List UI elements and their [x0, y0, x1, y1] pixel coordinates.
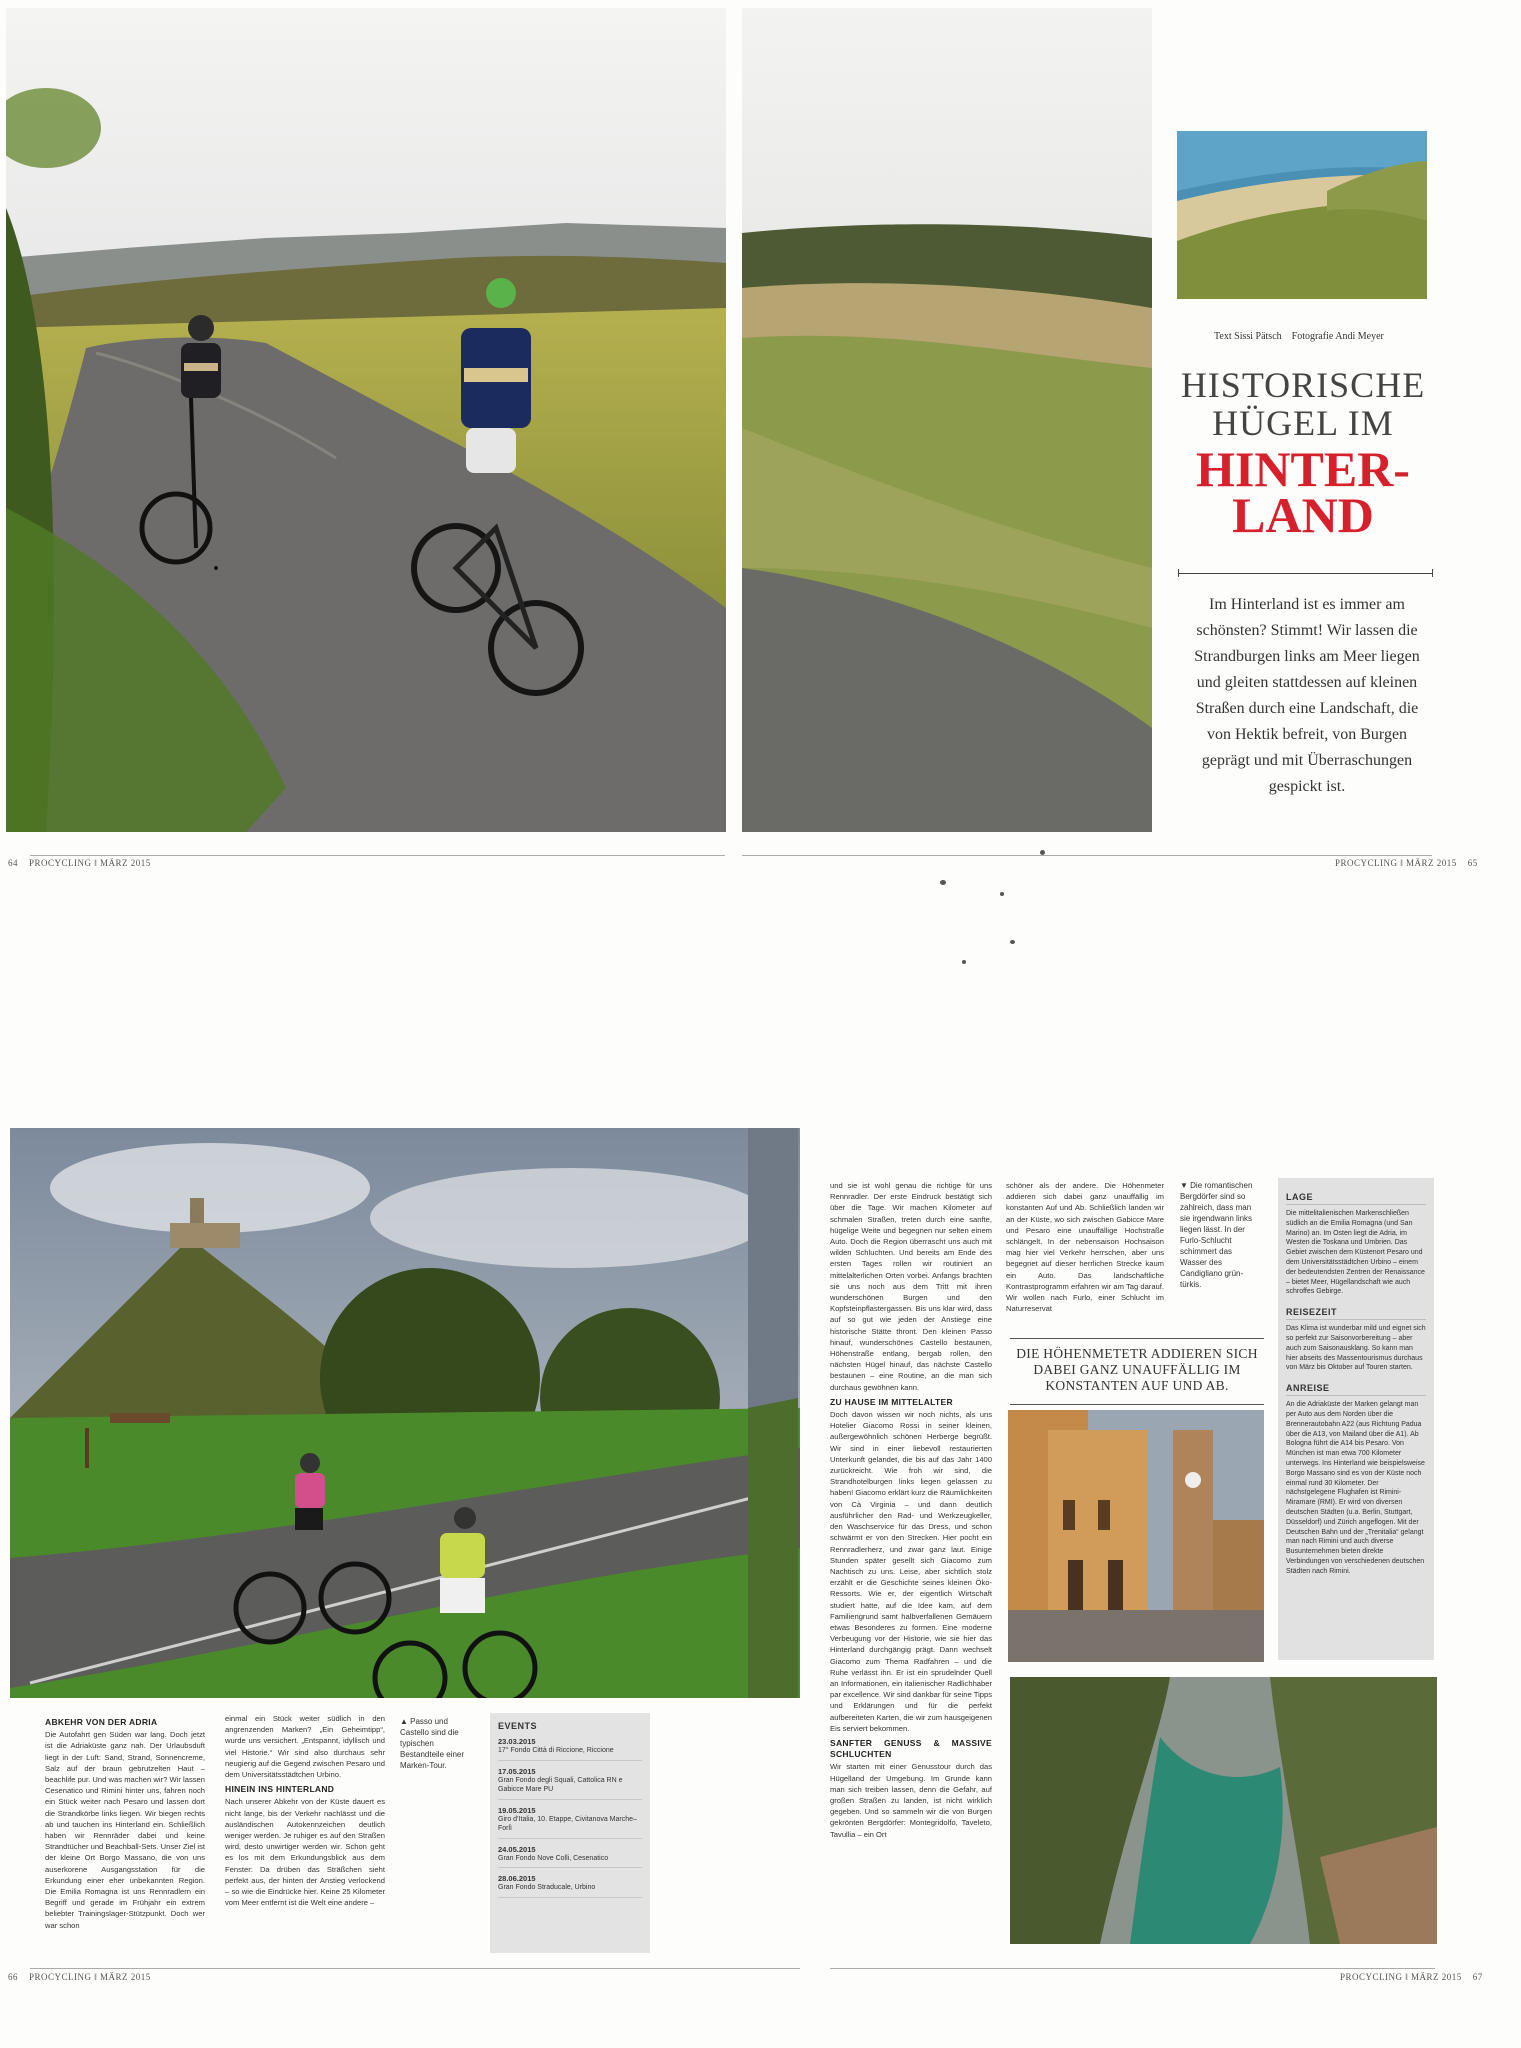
town-tower-photo [1008, 1410, 1264, 1662]
event-date: 24.05.2015 [498, 1844, 536, 1854]
info-head-reisezeit: REISEZEIT [1286, 1307, 1426, 1320]
headline-line-4: LAND [1232, 487, 1374, 543]
folio-page-64 [8, 858, 151, 868]
subhead-genuss: SANFTER GENUSS & MASSIVE SCHLUCHTEN [830, 1737, 992, 1760]
folio-number: 67 [1472, 1972, 1483, 1982]
folio-page-66 [8, 1972, 151, 1982]
info-text-reisezeit: Das Klima ist wunderbar mild und eignet sich so perfekt zur Saisonvorbereitung – aber auch zum Saisonausklang. So kann man hier abseits des Massentourismus durchaus von März bis Oktober auf Touren starten. [1286, 1325, 1426, 1372]
hero-photo-left [6, 8, 726, 832]
folio-text: PROCYCLING ‖ MÄRZ 2015 [1340, 1972, 1462, 1982]
folio-rule-right [742, 855, 1432, 856]
event-desc: Gran Fondo Nove Colli, Cesenatico [498, 1854, 642, 1869]
gorge-photo [1010, 1677, 1437, 1944]
folio-rule-bottom-left [30, 1968, 800, 1969]
intro-divider [1178, 573, 1433, 574]
folio-number: 65 [1467, 858, 1478, 868]
subhead-abkehr: ABKEHR VON DER ADRIA [45, 1717, 158, 1727]
folio-text: PROCYCLING ‖ MÄRZ 2015 [29, 1972, 151, 1982]
info-head-lage: LAGE [1286, 1192, 1426, 1205]
subhead-mittelalter: ZU HAUSE IM MITTELALTER [830, 1396, 953, 1407]
column-3-text-3: Wir starten mit einer Genusstour durch das Hügelland der Umgebung. Im Grunde kann man sich treiben lassen, denn die Gefahr, auf großen Straßen zu landen, ist nicht wirklich gegeben. Und so sammeln wir die von Burgen gekrönten Bergdörfer: Montegridolfo, Taveleto, Tavullia – ein Ort [830, 1762, 992, 1839]
event-date: 28.06.2015 [498, 1874, 536, 1883]
column-1-text: Die Autofahrt gen Süden war lang. Doch jetzt ist die Adriaküste ganz nah. Der Urlaubsduft liegt in der Luft: Sand, Strand, Sonnencreme, Salz auf der braun gebrutzelten Haut – beachlife pur. Und was machen wir? Wir lassen Cesenatico und Rimini hinter uns, fahren noch ein Stück weiter nach Pesaro und lassen dort die Strandkörbe links liegen. Wir biegen rechts ab und tauchen ins Hinterland ein. Schließlich haben wir Rennräder dabei und keine Strandtücher und Beachball-Sets. Unser Ziel ist der kleine Ort Borgo Massano, die von uns auserkorene Ausgangsstation für die Erkundung einer eher unbekannten Region. Die Emilia Romagna ist uns Rennradlern ein Begriff und gerade im Frühjahr ein extrem beliebter Trainingslager-Stützpunkt. Doch wer war schon [45, 1730, 205, 1930]
scan-speck [940, 880, 946, 885]
photo-credit-line [1214, 331, 1384, 342]
info-text-lage: Die mittelitalienischen Markenschließen südlich an die Emilia Romagna (und San Marino) an. Im Osten liegt die Adria, im Westen die Toskana und Umbrien. Das Gebiet zwischen dem Küstenort Pesaro und dem Universitätsstädtchen Urbino – einem der bedeutendsten Zentren der Renaissance – bietet Meer, Hügellandschaft wie auch schroffes Gebirge. [1286, 1210, 1425, 1296]
photo-credit: Fotografie Andi Meyer [1291, 331, 1384, 342]
column-3-text: und sie ist wohl genau die richtige für uns Rennradler. Der erste Eindruck bestätigt sich über die Tage. Wir machen Kilometer auf schmalen Straßen, treten durch eine sanfte, hügelige Weite und begegnen nur selten einem Auto. Doch die Region überrascht uns auch mit wilden Schluchten. Und bereits am Ende des ersten Tages rollen wir routiniert an mittelalterlichen Orten vorbei. Anfangs brachten sie uns noch aus dem Tritt mit ihren wunderschönen Burgen und den Kopfsteinpflastergassen. Bis uns klar wird, dass auf so gut wie jeden der Anstiege eine historische Stätte thront. Den kleinen Passo hinauf, wunderschönes Castello bestaunen, Höhenstraße entlang, bergab rollen, den nächsten Hügel hinauf, das nächste Castello bestaunen – eine Routine, an die man sich durchaus gewöhnen kann. [830, 1181, 992, 1392]
pull-quote-rule-bottom [1010, 1404, 1264, 1405]
intro-divider-tick [1178, 569, 1179, 577]
intro-divider-tick-right [1432, 569, 1433, 577]
folio-rule-bottom-right [830, 1968, 1435, 1969]
intro-paragraph: Im Hinterland ist es immer am schönsten? Stimmt! Wir lassen die Strandburgen links am Meer liegen und gleiten stattdessen auf kleinen Straßen durch eine Landschaft, die von Hektik befreit, von Burgen geprägt und mit Überraschungen gespickt ist. [1194, 596, 1420, 795]
subhead-hinterland: HINEIN INS HINTERLAND [225, 1784, 335, 1795]
column-2-text: einmal ein Stück weiter südlich in den angrenzenden Marken? „Ein Geheimtipp“, wurde uns versichert. „Entspannt, idyllisch und viel Historie.“ Wir sind also durchaus sehr neugierig auf die Gegend zwischen Pesaro und dem Universitätsstädtchen Urbino. [225, 1714, 385, 1780]
folio-page-65 [1335, 858, 1478, 868]
hero-photo-right [742, 8, 1152, 832]
article-column-4 [1006, 1180, 1164, 1325]
article-column-3 [830, 1180, 992, 1950]
info-text-anreise: An die Adriaküste der Marken gelangt man per Auto aus dem Norden über die Brennerautobahn A22 (aus Richtung Padua über die A13, von Mailand über die A1). Ab Bologna führt die A14 bis Pesaro. Von München ist man etwa 700 Kilometer unterwegs. Ins Hinterland wie beispielsweise Borgo Massano sind es von der Küste noch einmal rund 30 Kilometer. Der nächstgelegene Flughafen ist Rimini-Miramare (RMI). Er wird von diversen deutschen Städten (u.a. Berlin, Stuttgart, Düsseldorf) und Zürich angeflogen. Mit der Deutschen Bahn und der „Trenitalia“ gelangt man nach Rimini und auch diverse Busunternehmen bieten direkte Verbindungen von verschiedenen deutschen Städten nach Rimini. [1286, 1401, 1425, 1575]
castle-hill-photo-edge [748, 1128, 798, 1698]
folio-number: 66 [8, 1972, 18, 1982]
event-desc: Gran Fondo Straducale, Urbino [498, 1883, 642, 1898]
event-date: 23.03.2015 [498, 1737, 536, 1746]
headline-line-2: HÜGEL IM [1212, 403, 1394, 443]
caption-bergdoerfer: ▼ Die romantischen Bergdörfer sind so zahlreich, dass man sie irgendwann links liegen lässt. In der Furlo-Schlucht schimmert das Wasser des Candigliano grün-türkis. [1180, 1181, 1253, 1289]
scan-speck [1010, 940, 1015, 944]
column-4-text: schöner als der andere. Die Höhenmeter addieren sich dabei ganz unauffällig im konstanten Auf und Ab. Schließlich landen wir an der Küste, wo sich zwischen Gabicce Mare und Pesaro eine unauffällige Hochstraße schlängelt. In der nebensaison Hochsaison mag hier viel Verkehr herrschen, aber uns begegnet auf dieser herrlichen Strecke kaum ein Auto. Das landschaftliche Kontrastprogramm erfahren wir am Tag darauf. Wir wollen nach Furlo, einer Schlucht im Naturreservat [1006, 1181, 1164, 1314]
article-column-1 [45, 1713, 205, 1953]
castle-hill-photo [10, 1128, 800, 1698]
folio-text: PROCYCLING ‖ MÄRZ 2015 [29, 858, 151, 868]
folio-page-67 [1340, 1972, 1483, 1982]
event-date: 19.05.2015 [498, 1805, 536, 1815]
events-box [490, 1713, 650, 1953]
caption-passo: ▲ Passo und Castello sind die typischen Bestandteile einer Marken-Tour. [400, 1717, 465, 1770]
event-desc: Giro d’Italia, 10. Etappe, Civitanova Marche–Forlì [498, 1815, 642, 1839]
event-date: 17.05.2015 [498, 1766, 536, 1776]
article-column-2 [225, 1713, 385, 1953]
headline-line-3: HINTER- [1196, 441, 1410, 497]
text-credit: Text Sissi Pätsch [1214, 331, 1282, 342]
events-title: EVENTS [498, 1721, 538, 1731]
event-item [498, 1767, 642, 1800]
event-item [498, 1874, 642, 1898]
scan-speck [1000, 892, 1004, 896]
column-3-text-2: Doch davon wissen wir noch nichts, als uns Hotelier Giacomo Rossi in seiner kleinen, außergewöhnlich schönen Herberge begrüßt. Wir sind in einer liebevoll restaurierten Unterkunft gelandet, die bis auf das Jahr 1400 zurückreicht. Wie froh wir sind, die Strandhotelburgen links liegen gelassen zu haben! Giacomo erklärt kurz die Räumlichkeiten von Cà Virginia – und dann deutlich ausführlicher den Rad- und Werkzeugkeller, den Waschservice für das Dress, und schon schwärmt er von den Strecken. Hier pocht ein Rennradlerherz, und zwar ganz laut. Einige Stunden später gesellt sich Giacomo zum Nachtisch zu uns. Leise, aber sichtlich stolz erzählt er die Geschichte seines kleinen Öko-Ressorts. Wie er, der eigentlich Wirtschaft studiert hatte, auf die Idee kam, auf dem Familiengrund samt halbverfallenen Gemäuern etwas Besonderes zu formen. Eine moderne Verbeugung vor der Historie, wie sie hier das Hinterland durchgängig prägt. Dann wechselt Giacomo zum Thema Radfahren – und die Ruhe verlässt ihn. Er ist ein sprudelnder Quell an Informationen, ein italienischer Radlichhaber par excellence. Wir sind dankbar für seine Tipps und Erklärungen und für die perfekt aufbereiteten Karten, die wir zum hausgeigenen Eis serviert bekommen. [830, 1410, 992, 1733]
headline-line-1: HISTORISCHE [1180, 365, 1426, 405]
event-desc: Gran Fondo degli Squali, Cattolica RN e Gabicce Mare PU [498, 1776, 642, 1800]
info-box [1278, 1178, 1434, 1660]
event-desc: 17° Fondo Città di Riccione, Riccione [498, 1746, 642, 1761]
scan-speck [1040, 850, 1045, 855]
pull-quote-rule-top [1010, 1338, 1264, 1339]
info-head-anreise: ANREISE [1286, 1383, 1426, 1396]
column-2-text-2: Nach unserer Abkehr von der Küste dauert es nicht lange, bis der Verkehr nachlässt und die ausländischen Autokennzeichen deutlich weniger werden. Je ruhiger es auf den Straßen wird, desto unwirtiger werden wir. Schon geht es los mit dem Erkundungsblick aus dem Fenster: Da drüben das Sträßchen sieht perfekt aus, der hinten der Anstieg verlockend – so wie die Eindrücke hier. Keine 25 Kilometer vom Meer entfernt ist die Welt eine andere – [225, 1797, 385, 1908]
folio-rule-left [30, 855, 725, 856]
coast-photo [1177, 131, 1427, 299]
pull-quote: DIE HÖHENMETETR ADDIEREN SICH DABEI GANZ UNAUFFÄLLIG IM KONSTANTEN AUF UND AB. [1016, 1346, 1258, 1393]
folio-text: PROCYCLING ‖ MÄRZ 2015 [1335, 858, 1457, 868]
folio-number: 64 [8, 858, 18, 868]
event-item [498, 1806, 642, 1839]
scan-speck [962, 960, 966, 964]
event-item [498, 1737, 642, 1761]
event-item [498, 1845, 642, 1869]
